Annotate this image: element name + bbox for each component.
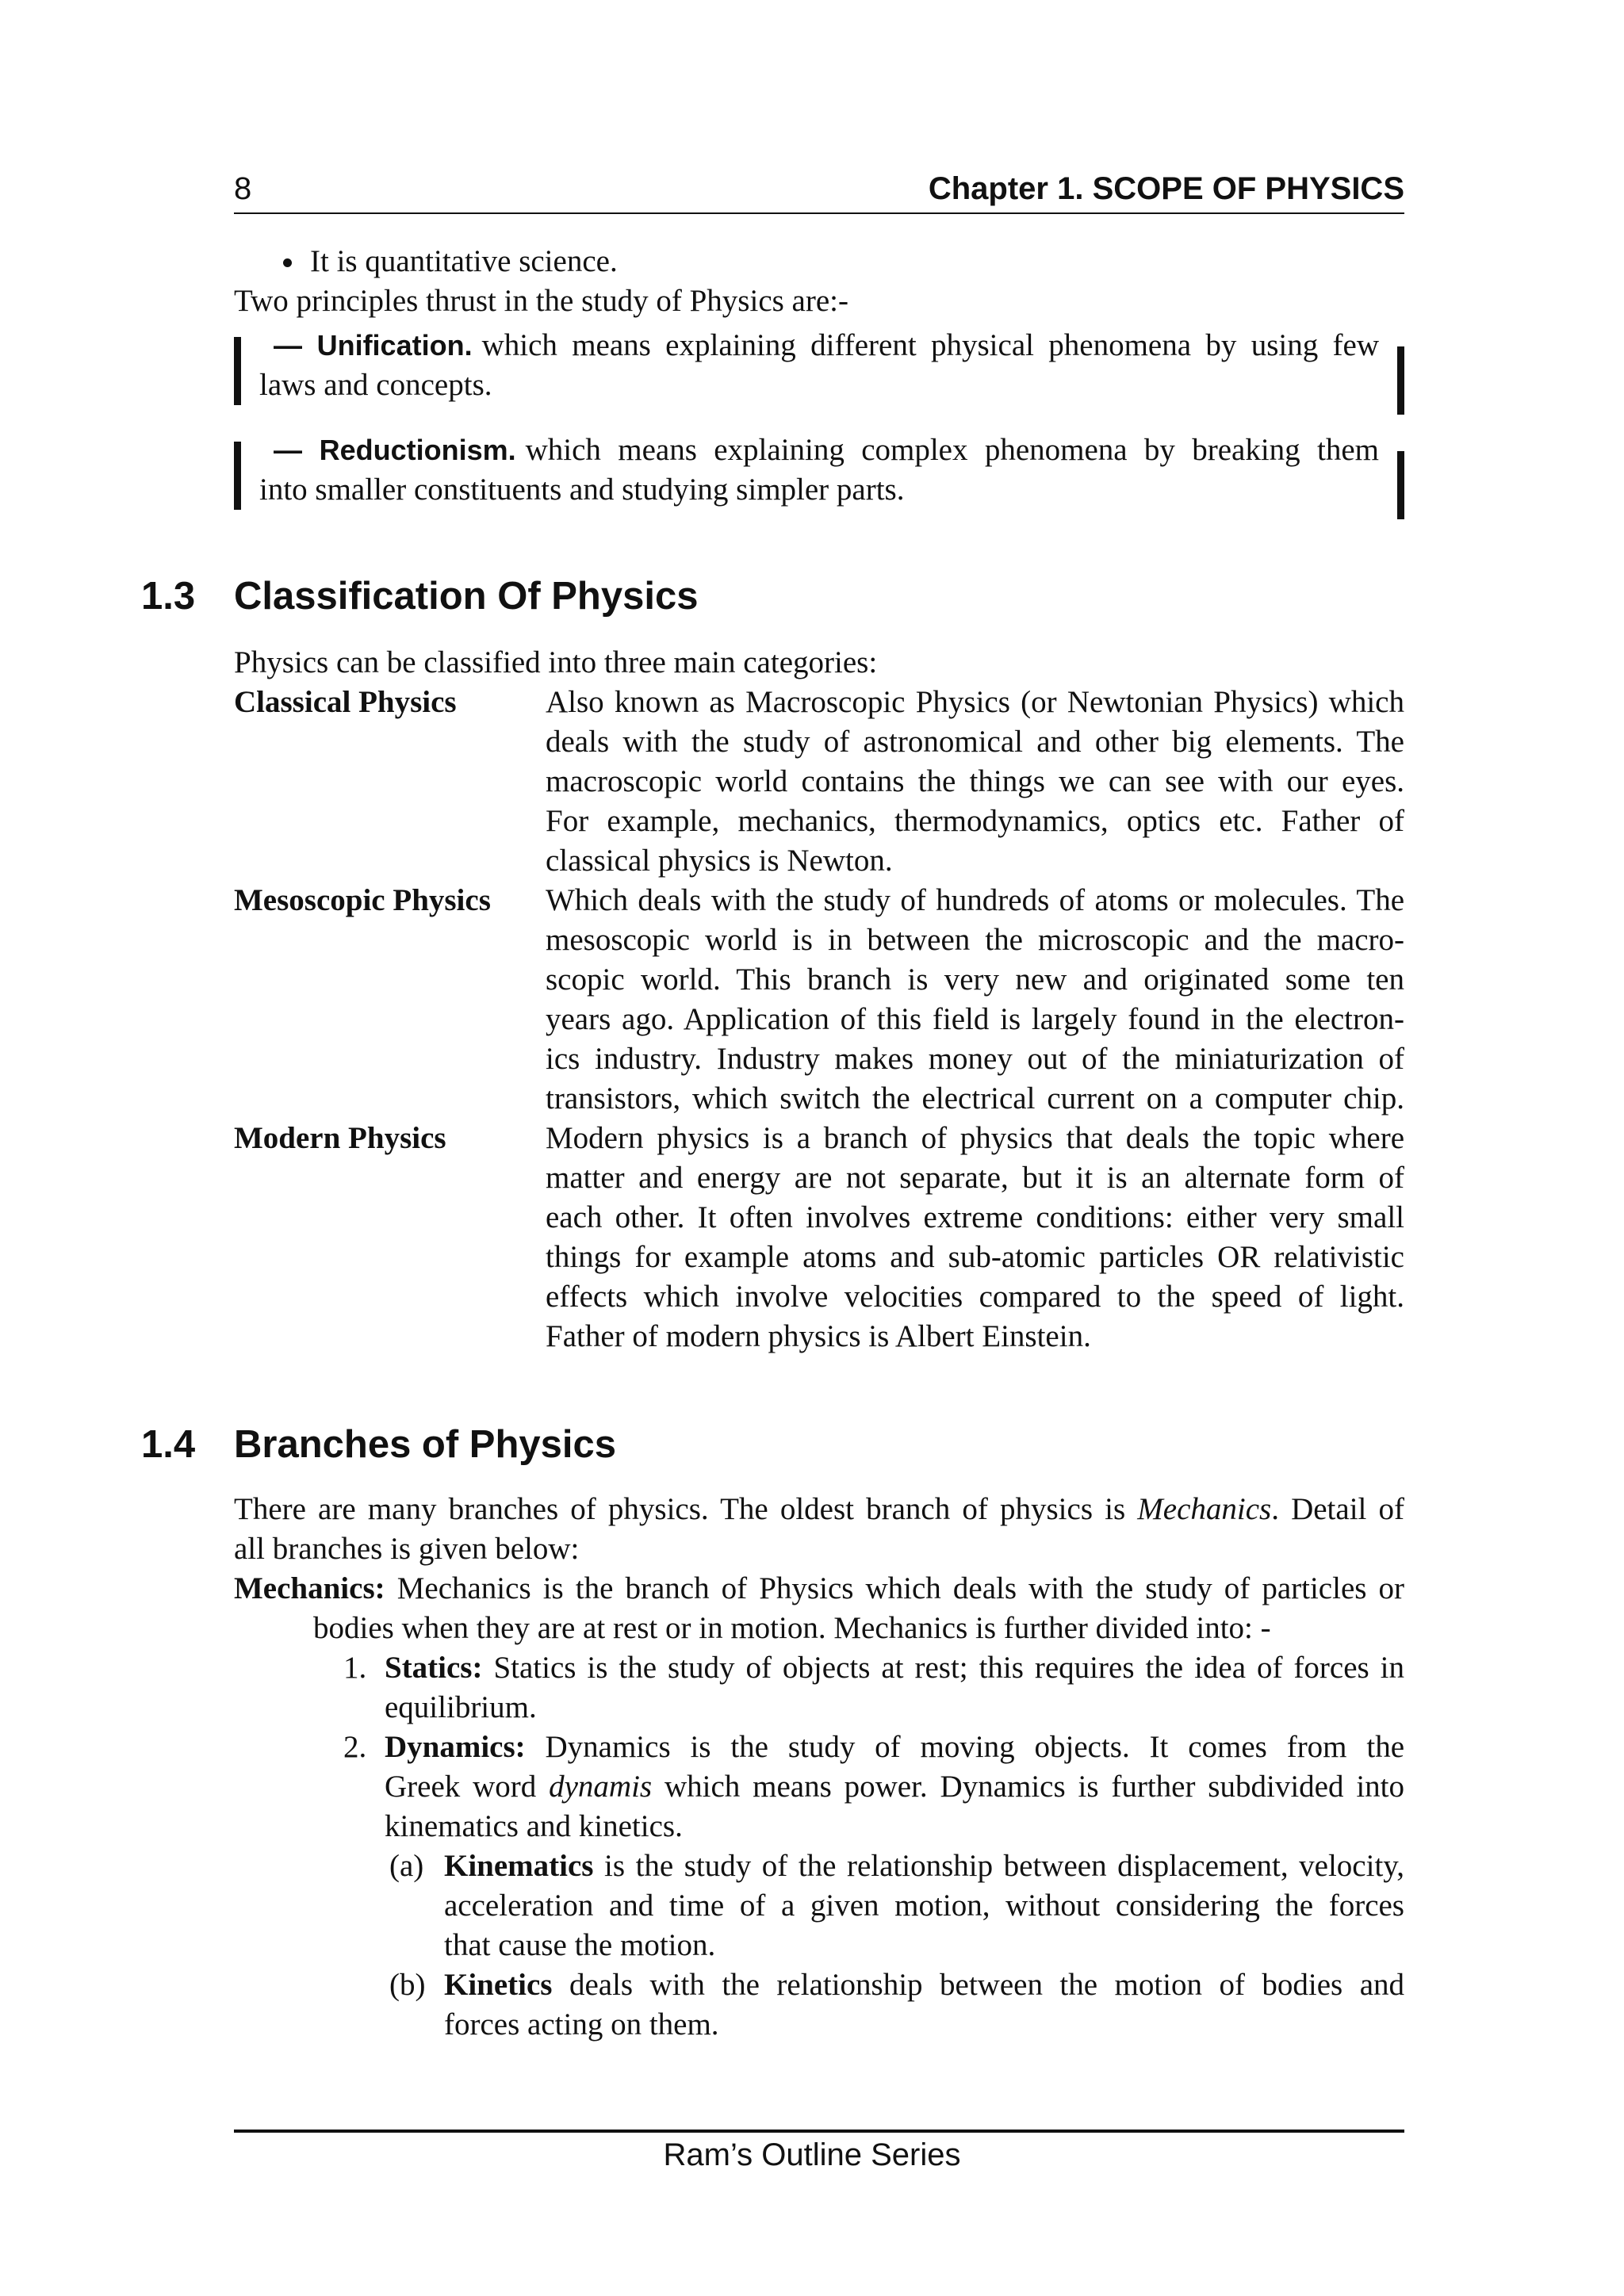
list-label: (a): [389, 1849, 424, 1883]
mechanics-term: Mechanics:: [234, 1571, 385, 1605]
mechanics-entry: Mechanics: Mechanics is the branch of Physics which deals with the study of particles or bodies when they are at rest or in motion. Mechanics is further divided into: -: [234, 1571, 1405, 1645]
list-label: (b): [389, 1968, 426, 2002]
dynamics-item: 2. Dynamics: Dynamics is the study of moving objects. It comes from the Greek word dynamis which means power. Dynamics is further subdivided into kinematics and kinetics.: [234, 1728, 1404, 1846]
section-heading-1-4: [141, 1425, 1404, 1488]
principle-term: — Reductionism.: [274, 434, 516, 466]
statics-term: Statics:: [385, 1651, 483, 1685]
principle-text: which means explaining different physical phenomena by using few: [481, 328, 1380, 362]
footer-rule: [234, 2130, 1404, 2133]
classification-list: [234, 683, 1404, 1357]
footer-series: Ram’s Outline Series: [663, 2137, 961, 2172]
section-heading-1-3: [141, 576, 1404, 640]
definition-mesoscopic: Which deals with the study of hundreds of atoms or molecules. The mesoscopic world is in between the microscopic and the macro- scopic world. This branch is very new and originated some ten years ago. Application of this field is largely found in the electron- ics industry. Industry makes money out of the miniaturization of transistors, which switch the electrical current on a computer chip.: [546, 883, 1404, 1115]
definition-classical: Also known as Macroscopic Physics (or Newtonian Physics) which deals with the study of astronomical and other big elements. The macroscopic world contains the things we can see with our eyes. For example, mechanics, thermodynamics, optics etc. Father of classical physics is Newton.: [546, 685, 1404, 878]
kinematics-item: (a) Kinematics is the study of the relationship between displacement, velocity, acceleration and time of a given motion, without considering the forces that cause the motion.: [234, 1846, 1404, 1965]
section-title: Branches of Physics: [234, 1423, 617, 1466]
list-label: 2.: [343, 1730, 367, 1764]
change-bar-left: [234, 442, 241, 510]
section-number: 1.3: [141, 575, 196, 618]
kinetics-term: Kinetics: [444, 1968, 553, 2002]
page-body: [141, 242, 1405, 2045]
term-classical: Classical Physics: [234, 685, 457, 719]
bullet-text: It is quantitative science.: [310, 244, 618, 278]
change-bar-right: [1397, 346, 1404, 415]
change-bar-right: [1397, 451, 1404, 519]
dynamics-term: Dynamics:: [385, 1730, 526, 1764]
page-number: 8: [234, 171, 252, 206]
section-title: Classification Of Physics: [234, 575, 699, 618]
classification-intro: Physics can be classified into three main categories:: [234, 645, 878, 679]
header-rule: [234, 212, 1404, 214]
principle-text: which means explaining complex phenomena by breaking them: [525, 433, 1379, 467]
term-modern: Modern Physics: [234, 1121, 446, 1155]
principles-intro: Two principles thrust in the study of Physics are:-: [234, 284, 848, 318]
bullet-item: [234, 242, 1404, 281]
bullet-icon: [283, 258, 292, 267]
principle-text-cont: into smaller constituents and studying simpler parts.: [259, 473, 905, 507]
principle-text-cont: laws and concepts.: [259, 368, 492, 402]
principle-term: — Unification.: [274, 329, 473, 362]
term-mesoscopic: Mesoscopic Physics: [234, 883, 491, 917]
kinetics-item: (b) Kinetics deals with the relationship between the motion of bodies and forces acting on them.: [234, 1965, 1404, 2045]
running-head: Chapter 1. SCOPE OF PHYSICS: [928, 171, 1404, 206]
section-number: 1.4: [141, 1423, 196, 1466]
branches-intro: There are many branches of physics. The oldest branch of physics is Mechanics. Detail of: [234, 1492, 1404, 1526]
statics-item: 1. Statics: Statics is the study of objects at rest; this requires the idea of forces in equilibrium.: [234, 1648, 1404, 1728]
branches-intro-cont: all branches is given below:: [234, 1532, 580, 1566]
principle-reductionism: [234, 430, 1404, 510]
kinematics-term: Kinematics: [444, 1849, 594, 1883]
change-bar-left: [234, 337, 241, 405]
list-label: 1.: [343, 1651, 367, 1685]
principle-unification: [234, 326, 1404, 405]
definition-modern: Modern physics is a branch of physics that deals the topic where matter and energy are not separate, but it is an alternate form of each other. It often involves extreme conditions: either very small things for example atoms and sub-atomic particles OR relativistic effects which involve velocities compared to the speed of light. Father of modern physics is Albert Einstein.: [546, 1121, 1404, 1353]
